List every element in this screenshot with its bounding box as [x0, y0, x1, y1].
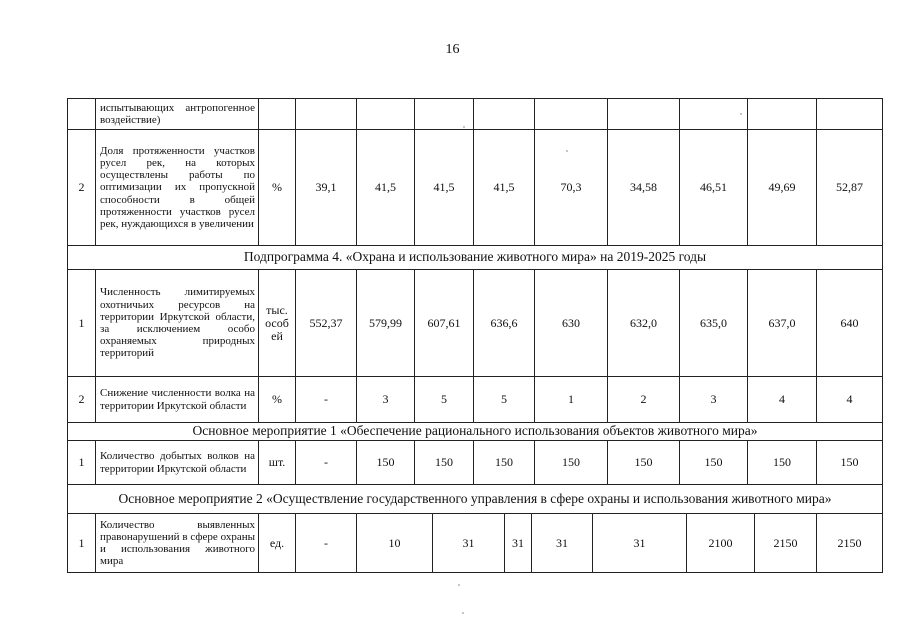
row-number: 1	[68, 514, 96, 573]
value-cell	[357, 99, 415, 130]
value-cell	[608, 99, 680, 130]
value-cell: 39,1	[296, 130, 357, 246]
value-cell: 31	[532, 514, 593, 573]
value-cell: 34,58	[608, 130, 680, 246]
value-cell: 5	[415, 377, 474, 423]
value-cell	[817, 99, 883, 130]
value-cell: 5	[474, 377, 535, 423]
value-cell: 635,0	[680, 270, 748, 377]
scan-speck	[458, 584, 460, 586]
indicator-description: Количество выявленных правонарушений в сфере охраны и использования животного мира	[96, 514, 259, 573]
unit-cell: тыс. особ ей	[259, 270, 296, 377]
value-cell: 41,5	[474, 130, 535, 246]
value-cell: 2100	[687, 514, 755, 573]
value-cell: 579,99	[357, 270, 415, 377]
indicators-table-bottom	[67, 513, 883, 573]
value-cell	[748, 99, 817, 130]
table-row-continuation	[68, 99, 883, 130]
scan-speck	[462, 612, 464, 614]
value-cell: 2150	[755, 514, 817, 573]
value-cell: 3	[357, 377, 415, 423]
row-number: 2	[68, 377, 96, 423]
value-cell: 150	[415, 441, 474, 485]
value-cell: 150	[535, 441, 608, 485]
value-cell: 49,69	[748, 130, 817, 246]
subprogram-header-row	[68, 246, 883, 270]
value-cell: 41,5	[415, 130, 474, 246]
value-cell: -	[296, 441, 357, 485]
value-cell: 70,3	[535, 130, 608, 246]
value-cell: 607,61	[415, 270, 474, 377]
main-activity-2-title: Основное мероприятие 2 «Осуществление государственного управления в сфере охраны и использования животного мира»	[68, 485, 883, 514]
indicator-description: Доля протяженности участков русел рек, на которых осуществлены работы по оптимизации их пропускной способности в общей протяженности участков русел рек, нуждающихся в увеличении	[96, 130, 259, 246]
value-cell: 150	[680, 441, 748, 485]
scan-speck	[566, 150, 568, 152]
value-cell: 150	[817, 441, 883, 485]
value-cell: 637,0	[748, 270, 817, 377]
row-number: 2	[68, 130, 96, 246]
scan-speck	[740, 113, 742, 115]
unit-cell	[259, 99, 296, 130]
value-cell: 150	[474, 441, 535, 485]
value-cell: 636,6	[474, 270, 535, 377]
table-row-wolves-count	[68, 441, 883, 485]
row-number: 1	[68, 270, 96, 377]
value-cell: 46,51	[680, 130, 748, 246]
value-cell: 552,37	[296, 270, 357, 377]
value-cell: 31	[593, 514, 687, 573]
value-cell: 1	[535, 377, 608, 423]
main-activity-header-row	[68, 423, 883, 441]
scan-speck	[463, 126, 465, 128]
table-row-river-share	[68, 130, 883, 246]
indicator-description: испытывающих антропогенное воздействие)	[96, 99, 259, 130]
indicator-description: Снижение численности волка на территории Иркутской области	[96, 377, 259, 423]
unit-cell: ед.	[259, 514, 296, 573]
value-cell: 630	[535, 270, 608, 377]
value-cell: 632,0	[608, 270, 680, 377]
value-cell: 4	[748, 377, 817, 423]
indicators-table	[67, 98, 883, 514]
value-cell: -	[296, 377, 357, 423]
value-cell	[296, 99, 357, 130]
value-cell	[415, 99, 474, 130]
value-cell	[535, 99, 608, 130]
value-cell: 31	[505, 514, 532, 573]
value-cell: 31	[433, 514, 505, 573]
unit-cell: %	[259, 377, 296, 423]
row-number: 1	[68, 441, 96, 485]
value-cell: 10	[357, 514, 433, 573]
value-cell: -	[296, 514, 357, 573]
value-cell: 3	[680, 377, 748, 423]
unit-cell: шт.	[259, 441, 296, 485]
indicator-description: Количество добытых волков на территории Иркутской области	[96, 441, 259, 485]
value-cell: 4	[817, 377, 883, 423]
value-cell: 2	[608, 377, 680, 423]
value-cell: 150	[748, 441, 817, 485]
main-activity-header-row	[68, 485, 883, 514]
table-row-wolf-reduction	[68, 377, 883, 423]
main-activity-1-title: Основное мероприятие 1 «Обеспечение рационального использования объектов животного мира»	[68, 423, 883, 441]
value-cell: 2150	[817, 514, 883, 573]
value-cell: 150	[357, 441, 415, 485]
subprogram-title: Подпрограмма 4. «Охрана и использование животного мира» на 2019-2025 годы	[68, 246, 883, 270]
page-number: 16	[445, 42, 460, 57]
unit-cell: %	[259, 130, 296, 246]
row-number-cell	[68, 99, 96, 130]
table-row-hunting-resources	[68, 270, 883, 377]
indicator-description: Численность лимитируемых охотничьих ресурсов на территории Иркутской области, за исключением особо охраняемых природных территорий	[96, 270, 259, 377]
value-cell: 150	[608, 441, 680, 485]
value-cell: 640	[817, 270, 883, 377]
value-cell: 41,5	[357, 130, 415, 246]
value-cell	[680, 99, 748, 130]
value-cell	[474, 99, 535, 130]
table-row-offenses	[68, 514, 883, 573]
value-cell: 52,87	[817, 130, 883, 246]
